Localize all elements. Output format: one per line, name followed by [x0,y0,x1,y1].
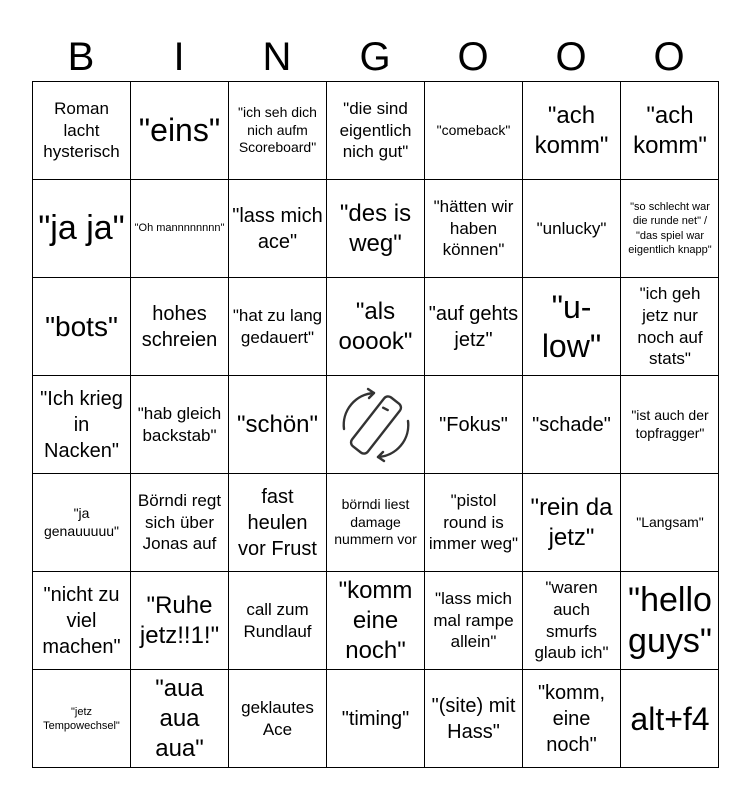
bingo-cell-r1c5[interactable]: "comeback" [425,82,523,180]
bingo-cell-r5c5[interactable]: "pistol round is immer weg" [425,474,523,572]
bingo-cell-r3c4[interactable]: "als ooook" [327,278,425,376]
bingo-header [32,34,719,80]
bingo-cell-r6c5[interactable]: "lass mich mal rampe allein" [425,572,523,670]
bingo-cell-r6c1[interactable]: "nicht zu viel machen" [33,572,131,670]
bingo-cell-r2c3[interactable]: "lass mich ace" [229,180,327,278]
bingo-cell-r7c7[interactable]: alt+f4 [630,700,710,737]
bingo-grid [32,81,719,768]
bingo-cell-r7c3[interactable]: geklautes Ace [229,670,327,768]
bingo-cell-r6c4[interactable]: "komm eine noch" [327,572,425,670]
bingo-cell-r2c5[interactable]: "hätten wir haben können" [425,180,523,278]
bingo-cell-r2c1[interactable]: "ja ja" [33,180,131,278]
bingo-free-space[interactable] [327,376,425,474]
bingo-cell-r5c2[interactable]: Börndi regt sich über Jonas auf [131,474,229,572]
bingo-cell-r1c4[interactable]: "die sind eigentlich nich gut" [327,82,425,180]
bingo-cell-r1c3[interactable]: "ich seh dich nich aufm Scoreboard" [229,82,327,180]
bingo-cell-r2c7[interactable]: "so schlecht war die runde net" / "das spiel war eigentlich knapp" [621,180,719,278]
bingo-cell-r4c3[interactable]: "schön" [229,376,327,474]
header-letter-o: O [457,35,489,79]
bingo-cell-r7c4[interactable]: "timing" [327,670,425,768]
bingo-cell-r4c2[interactable]: "hab gleich backstab" [131,376,229,474]
bingo-cell-r3c3[interactable]: "hat zu lang gedauert" [229,278,327,376]
bingo-cell-r7c6[interactable]: "komm, eine noch" [523,670,621,768]
bingo-cell-r1c6[interactable]: "ach komm" [523,82,621,180]
bingo-cell-r5c7[interactable]: "Langsam" [621,474,719,572]
bingo-cell-r2c6[interactable]: "unlucky" [523,180,621,278]
bingo-cell-r2c2[interactable]: "Oh mannnnnnnn" [131,180,229,278]
bingo-cell-r7c1[interactable]: "jetz Tempowechsel" [33,670,131,768]
bingo-cell-r1c1[interactable]: Roman lacht hysterisch [33,82,131,180]
bingo-cell-r7c2[interactable]: "aua aua aua" [131,670,229,768]
bingo-cell-r1c2[interactable]: "eins" [131,82,229,180]
header-letter-b: B [67,35,95,79]
bingo-cell-r5c6[interactable]: "rein da jetz" [523,474,621,572]
header-letter-o-2: O [555,35,587,79]
bingo-cell-r6c7[interactable]: "hello guys" [621,572,719,670]
header-letter-g: G [359,35,391,79]
bingo-cell-r3c6[interactable]: "u-low" [523,278,621,376]
bingo-cell-r4c6[interactable]: "schade" [523,376,621,474]
bingo-cell-r5c4[interactable]: börndi liest damage nummern vor [327,474,425,572]
bingo-cell-r5c1[interactable]: "ja genauuuuu" [33,474,131,572]
bingo-cell-r4c5[interactable]: "Fokus" [425,376,523,474]
bingo-cell-r5c3[interactable]: fast heulen vor Frust [229,474,327,572]
bingo-cell-r3c5[interactable]: "auf gehts jetz" [425,278,523,376]
bingo-cell-r4c1[interactable]: "Ich krieg in Nacken" [33,376,131,474]
header-letter-o-3: O [653,35,685,79]
bingo-cell-r7c5[interactable]: "(site) mit Hass" [425,670,523,768]
bingo-cell-r1c7[interactable]: "ach komm" [621,82,719,180]
header-letter-i: I [173,35,185,79]
phone-rotate-icon [334,383,418,467]
bingo-cell-r2c4[interactable]: "des is weg" [327,180,425,278]
bingo-cell-r6c2[interactable]: "Ruhe jetz!!1!" [131,572,229,670]
bingo-cell-r4c7[interactable]: "ist auch der topfragger" [621,376,719,474]
header-letter-n: N [262,35,292,79]
bingo-cell-r6c3[interactable]: call zum Rundlauf [229,572,327,670]
bingo-cell-r6c6[interactable]: "waren auch smurfs glaub ich" [523,572,621,670]
bingo-cell-r3c2[interactable]: hohes schreien [131,278,229,376]
bingo-cell-r3c1[interactable]: "bots" [33,278,131,376]
bingo-cell-r3c7[interactable]: "ich geh jetz nur noch auf stats" [621,278,719,376]
